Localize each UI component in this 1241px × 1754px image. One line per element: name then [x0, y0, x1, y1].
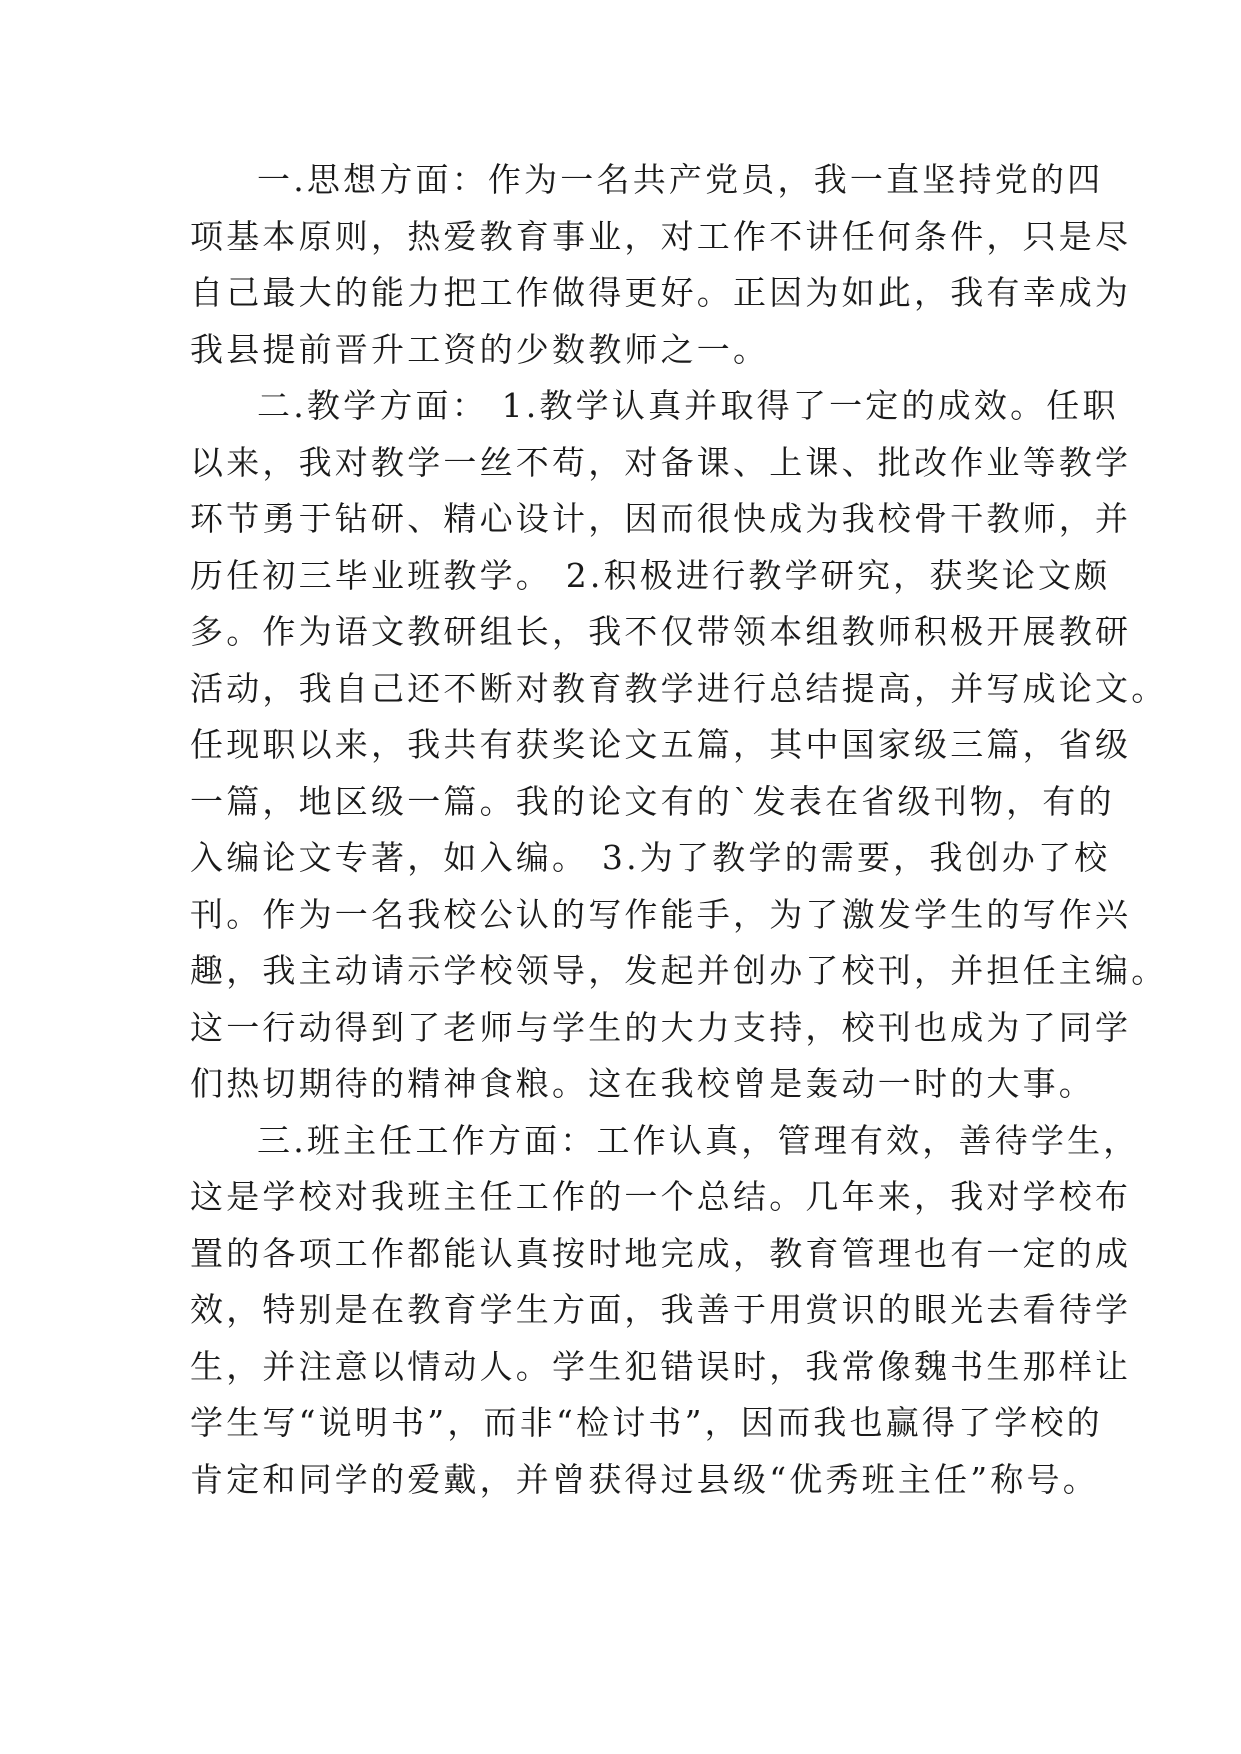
text-line: 置的各项工作都能认真按时地完成，教育管理也有一定的成	[190, 1233, 1132, 1273]
text-line: 一篇，地区级一篇。我的论文有的`发表在省级刊物，有的	[190, 781, 1115, 821]
text-line: 环节勇于钻研、精心设计，因而很快成为我校骨干教师，并	[190, 499, 1132, 538]
text-line: 项基本原则，热爱教育事业，对工作不讲任何条件，只是尽	[190, 216, 1132, 256]
text-line: 活动，我自己还不断对教育教学进行总结提高，并写成论文。	[190, 668, 1168, 708]
text-line: 历任初三毕业班教学。 2.积极进行教学研究，获奖论文颇	[190, 555, 1111, 595]
text-line: 趣，我主动请示学校领导，发起并创办了校刊，并担任主编。	[190, 951, 1168, 990]
text-line: 入编论文专著，如入编。 3.为了教学的需要，我创办了校	[190, 838, 1111, 877]
text-line: 肯定和同学的爱戴，并曾获得过县级“优秀班主任”称号。	[190, 1459, 1099, 1499]
text-line: 们热切期待的精神食粮。这在我校曾是轰动一时的大事。	[190, 1064, 1095, 1103]
document-body	[190, 152, 1168, 1508]
text-line: 一.思想方面：作为一名共产党员，我一直坚持党的四	[257, 160, 1104, 199]
text-line: 以来，我对教学一丝不苟，对备课、上课、批改作业等教学	[190, 442, 1132, 482]
text-line: 效，特别是在教育学生方面，我善于用赏识的眼光去看待学	[190, 1290, 1132, 1329]
text-line: 我县提前晋升工资的少数教师之一。	[190, 329, 770, 369]
text-line: 这一行动得到了老师与学生的大力支持，校刊也成为了同学	[190, 1007, 1132, 1047]
text-line: 自己最大的能力把工作做得更好。正因为如此，我有幸成为	[190, 273, 1132, 312]
text-line: 生，并注意以情动人。学生犯错误时，我常像魏书生那样让	[190, 1346, 1132, 1386]
text-line: 学生写“说明书”，而非“检讨书”，因而我也赢得了学校的	[190, 1403, 1103, 1442]
text-line: 二.教学方面： 1.教学认真并取得了一定的成效。任职	[257, 386, 1119, 425]
paragraph-class-teacher	[190, 1113, 1140, 1509]
text-line: 三.班主任工作方面：工作认真，管理有效，善待学生，	[257, 1120, 1140, 1160]
paragraph-teaching	[190, 378, 1168, 1113]
text-line: 多。作为语文教研组长，我不仅带领本组教师积极开展教研	[190, 612, 1132, 651]
paragraph-thought	[190, 152, 1132, 378]
text-line: 刊。作为一名我校公认的写作能手，为了激发学生的写作兴	[190, 894, 1132, 934]
text-line: 任现职以来，我共有获奖论文五篇，其中国家级三篇，省级	[190, 725, 1132, 764]
text-line: 这是学校对我班主任工作的一个总结。几年来，我对学校布	[190, 1177, 1132, 1216]
